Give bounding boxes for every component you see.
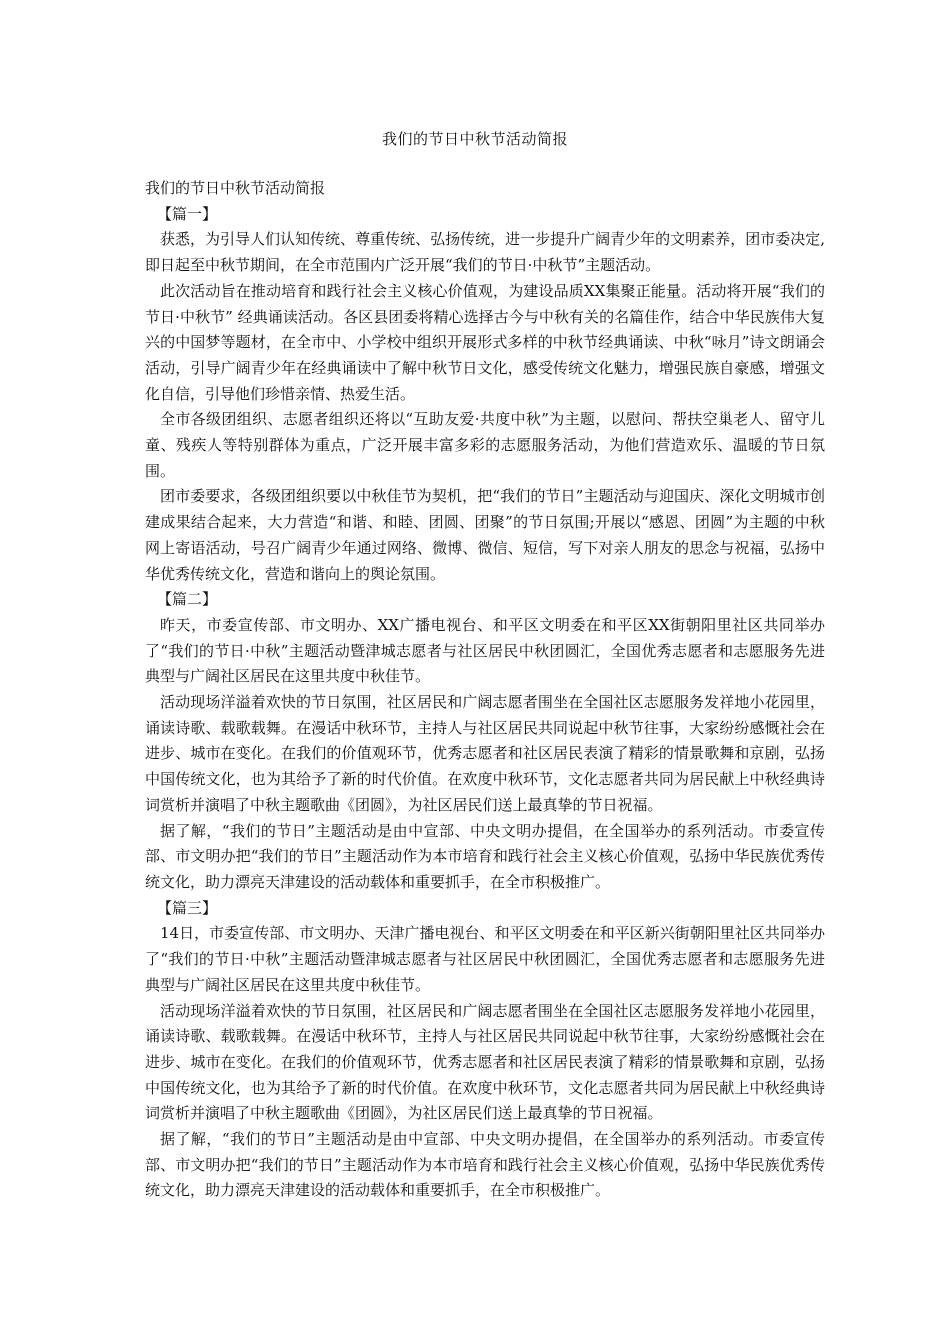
paragraph: 此次活动旨在推动培育和践行社会主义核心价值观，为建设品质XX集聚正能量。活动将开展“我们的节日·中秋节” 经典诵读活动。各区县团委将精心选择古今与中秋有关的名篇佳作，结合中华民族伟大复兴的中国梦等题材，在全市中、小学校中组织开展形式多样的中秋节经典诵读、中秋“咏月”诗文朗诵会活动，引导广阔青少年在经典诵读中了解中秋节日文化，感受传统文化魅力，增强民族自豪感，增强文化自信，引导他们珍惜亲情、热爱生活。 bbox=[145, 281, 825, 403]
document-body bbox=[145, 176, 825, 1204]
paragraph: 全市各级团组织、志愿者组织还将以“互助友爱·共度中秋”为主题，以慰问、帮扶空巢老人、留守儿童、残疾人等特别群体为重点，广泛开展丰富多彩的志愿服务活动，为他们营造欢乐、温暖的节日氛围。 bbox=[145, 410, 825, 480]
paragraph: 活动现场洋溢着欢快的节日氛围，社区居民和广阔志愿者围坐在全国社区志愿服务发祥地小花园里，诵读诗歌、载歌载舞。在漫话中秋环节，主持人与社区居民共同说起中秋节往事，大家纷纷感慨社会在进步、城市在变化。在我们的价值观环节，优秀志愿者和社区居民表演了精彩的情景歌舞和京剧，弘扬中国传统文化，也为其给予了新的时代价值。在欢度中秋环节，文化志愿者共同为居民献上中秋经典诗词赏析并演唱了中秋主题歌曲《团圆》，为社区居民们送上最真挚的节日祝福。 bbox=[145, 693, 825, 814]
paragraph: 昨天，市委宣传部、市文明办、XX广播电视台、和平区文明委在和平区XX街朝阳里社区共同举办了“我们的节日·中秋”主题活动暨津城志愿者与社区居民中秋团圆汇，全国优秀志愿者和志愿服务先进典型与广阔社区居民在这里共度中秋佳节。 bbox=[145, 615, 825, 686]
paragraph: 团市委要求，各级团组织要以中秋佳节为契机，把“我们的节日”主题活动与迎国庆、深化文明城市创建成果结合起来，大力营造“和谐、和睦、团圆、团聚”的节日氛围;开展以“感恩、团圆”为主题的中秋网上寄语活动，号召广阔青少年通过网络、微博、微信、短信，写下对亲人朋友的思念与祝福，弘扬中华优秀传统文化，营造和谐向上的舆论氛围。 bbox=[145, 487, 825, 583]
paragraph: 获悉，为引导人们认知传统、尊重传统、弘扬传统，进一步提升广阔青少年的文明素养，团市委决定,即日起至中秋节期间，在全市范围内广泛开展“我们的节日·中秋节”主题活动。 bbox=[145, 230, 825, 275]
document-subtitle: 我们的节日中秋节活动简报 bbox=[145, 179, 326, 197]
paragraph: 14日，市委宣传部、市文明办、天津广播电视台、和平区文明委在和平区新兴街朝阳里社区共同举办了“我们的节日·中秋”主题活动暨津城志愿者与社区居民中秋团圆汇，全国优秀志愿者和志愿服务先进典型与广阔社区居民在这里共度中秋佳节。 bbox=[145, 924, 825, 994]
paragraph: 据了解，“我们的节日”主题活动是由中宣部、中央文明办提倡，在全国举办的系列活动。市委宣传部、市文明办把“我们的节日”主题活动作为本市培育和践行社会主义核心价值观，弘扬中华民族优秀传统文化，助力漂亮天津建设的活动载体和重要抓手，在全市积极推广。 bbox=[145, 821, 825, 891]
section-label-1: 【篇一】 bbox=[157, 204, 218, 223]
section-label-3: 【篇三】 bbox=[157, 898, 218, 917]
paragraph: 活动现场洋溢着欢快的节日氛围，社区居民和广阔志愿者围坐在全国社区志愿服务发祥地小花园里，诵读诗歌、载歌载舞。在漫话中秋环节，主持人与社区居民共同说起中秋节往事，大家纷纷感慨社会在进步、城市在变化。在我们的价值观环节，优秀志愿者和社区居民表演了精彩的情景歌舞和京剧，弘扬中国传统文化，也为其给予了新的时代价值。在欢度中秋环节，文化志愿者共同为居民献上中秋经典诗词赏析并演唱了中秋主题歌曲《团圆》，为社区居民们送上最真挚的节日祝福。 bbox=[145, 1001, 825, 1123]
paragraph: 据了解，“我们的节日”主题活动是由中宣部、中央文明办提倡，在全国举办的系列活动。市委宣传部、市文明办把“我们的节日”主题活动作为本市培育和践行社会主义核心价值观，弘扬中华民族优秀传统文化，助力漂亮天津建设的活动载体和重要抓手，在全市积极推广。 bbox=[145, 1130, 825, 1200]
section-label-2: 【篇二】 bbox=[157, 590, 218, 609]
document-title: 我们的节日中秋节活动简报 bbox=[381, 130, 568, 148]
